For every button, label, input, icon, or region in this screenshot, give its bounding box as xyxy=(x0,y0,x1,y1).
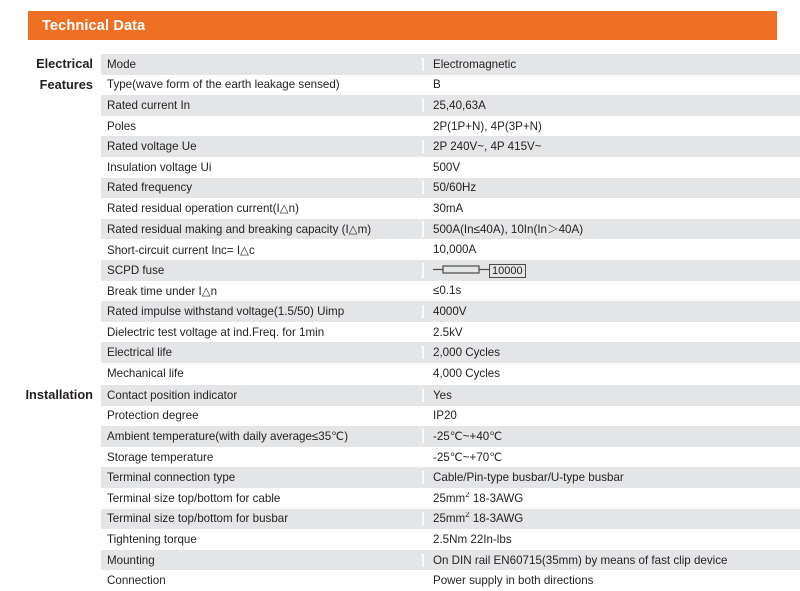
row-value: 2,000 Cycles xyxy=(422,346,800,359)
table-row xyxy=(99,178,800,199)
row-label: Break time under I△n xyxy=(107,284,218,298)
table-row xyxy=(99,529,800,550)
table-row xyxy=(99,447,800,468)
fuse-rating-value: 10000 xyxy=(489,264,526,278)
table-row xyxy=(99,322,800,343)
row-label: Mode xyxy=(107,57,137,71)
row-value: 2P 240V~, 4P 415V~ xyxy=(422,140,800,153)
table-row xyxy=(99,198,800,219)
section-electrical-features xyxy=(0,54,800,384)
row-label: Protection degree xyxy=(107,409,199,423)
row-label: Terminal connection type xyxy=(107,471,236,485)
table-row xyxy=(99,219,800,240)
row-label: Rated voltage Ue xyxy=(107,140,197,154)
fuse-symbol-icon xyxy=(433,264,489,275)
row-value: -25℃~+40℃ xyxy=(422,429,800,443)
row-value xyxy=(422,263,800,278)
row-label: Insulation voltage Ui xyxy=(107,160,212,174)
table-row xyxy=(99,509,800,530)
row-value: $25mm^2$ 18-3AWG xyxy=(422,492,800,505)
section-label-line: Electrical xyxy=(36,56,93,71)
table-row xyxy=(99,467,800,488)
row-value: Power supply in both directions xyxy=(422,574,800,587)
row-value: B xyxy=(422,78,800,91)
section-label-line: Features xyxy=(39,76,93,92)
row-value: 500A(In≤40A), 10In(In＞40A) xyxy=(422,221,800,237)
table-row xyxy=(99,136,800,157)
table-row xyxy=(99,488,800,509)
row-label: Terminal size top/bottom for cable xyxy=(107,491,281,505)
table-electrical-features xyxy=(99,54,800,384)
row-label: Tightening torque xyxy=(107,532,197,546)
section-label-installation xyxy=(0,385,99,406)
section-installation xyxy=(0,385,800,591)
table-row xyxy=(99,157,800,178)
row-value: 50/60Hz xyxy=(422,181,800,194)
row-value: -25℃~+70℃ xyxy=(422,450,800,464)
table-row xyxy=(99,363,800,384)
row-value: $25mm^2$ 18-3AWG xyxy=(422,512,800,525)
table-row xyxy=(99,54,800,75)
row-value: 4,000 Cycles xyxy=(422,367,800,380)
row-label: Type(wave form of the earth leakage sensed) xyxy=(107,78,340,92)
table-row xyxy=(99,281,800,302)
row-value: 2.5Nm 22In-lbs xyxy=(422,533,800,546)
row-value: 2P(1P+N), 4P(3P+N) xyxy=(422,120,800,133)
row-label: Storage temperature xyxy=(107,450,214,464)
row-value: 4000V xyxy=(422,305,800,318)
table-row xyxy=(99,95,800,116)
row-label: SCPD fuse xyxy=(107,263,165,277)
table-row xyxy=(99,570,800,591)
row-label: Rated impulse withstand voltage(1.5/50) Uimp xyxy=(107,304,345,318)
row-value: ≤0.1s xyxy=(422,284,800,297)
table-row xyxy=(99,342,800,363)
row-value: 25,40,63A xyxy=(422,99,800,112)
row-label: Terminal size top/bottom for busbar xyxy=(107,512,289,526)
row-label: Connection xyxy=(107,574,166,588)
row-label: Rated residual operation current(I△n) xyxy=(107,202,299,216)
row-value: IP20 xyxy=(422,409,800,422)
table-row xyxy=(99,426,800,447)
section-label-line: Installation xyxy=(25,387,93,402)
row-value: 10,000A xyxy=(422,243,800,256)
table-row xyxy=(99,385,800,406)
row-value: Cable/Pin-type busbar/U-type busbar xyxy=(422,471,800,484)
row-label: Contact position indicator xyxy=(107,388,238,402)
row-label: Ambient temperature(with daily average≤35℃) xyxy=(107,430,349,444)
table-row xyxy=(99,301,800,322)
table-row xyxy=(99,406,800,427)
row-value: Yes xyxy=(422,389,800,402)
row-label: Rated frequency xyxy=(107,181,193,195)
row-value: Electromagnetic xyxy=(422,58,800,71)
row-label: Rated residual making and breaking capacity (I△m) xyxy=(107,223,372,237)
row-value: On DIN rail EN60715(35mm) by means of fast clip device xyxy=(422,554,800,567)
row-label: Poles xyxy=(107,119,137,133)
table-row xyxy=(99,260,800,281)
row-label: Dielectric test voltage at ind.Freq. for 1min xyxy=(107,325,325,339)
row-label: Mechanical life xyxy=(107,366,184,380)
row-value: 30mA xyxy=(422,202,800,215)
row-label: Electrical life xyxy=(107,346,173,360)
row-value: 500V xyxy=(422,161,800,174)
row-label: Mounting xyxy=(107,553,155,567)
row-label: Rated current In xyxy=(107,98,191,112)
table-row xyxy=(99,75,800,96)
table-row xyxy=(99,239,800,260)
page-title: Technical Data xyxy=(42,17,146,34)
table-row xyxy=(99,550,800,571)
row-value: 2.5kV xyxy=(422,326,800,339)
table-row xyxy=(99,116,800,137)
table-installation xyxy=(99,385,800,591)
row-label: Short-circuit current Inc= I△c xyxy=(107,243,255,257)
section-label-electrical-features xyxy=(0,54,99,95)
technical-data-header-bar xyxy=(28,11,777,40)
